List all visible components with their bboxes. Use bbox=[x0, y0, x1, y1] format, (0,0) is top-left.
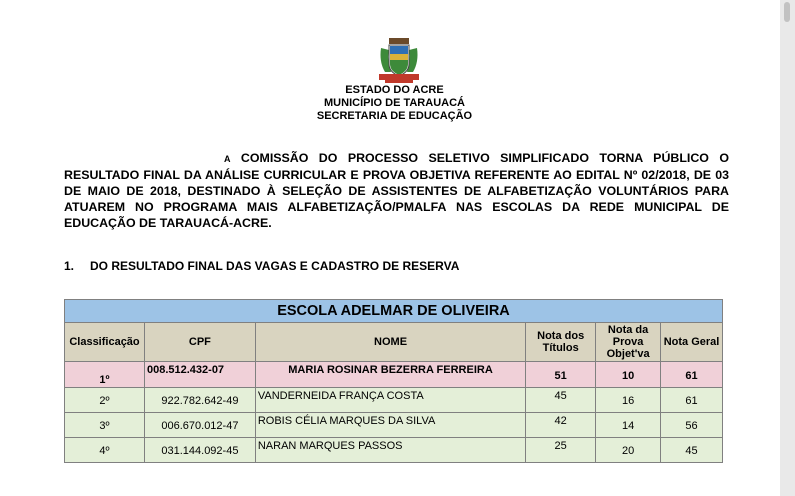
cell-nota-titulos: 51 bbox=[526, 362, 596, 388]
cell-nota-titulos: 42 bbox=[526, 413, 596, 438]
intro-lead: A bbox=[224, 154, 231, 164]
municipality-name: MUNICÍPIO DE TARAUACÁ bbox=[324, 97, 465, 109]
school-name: ESCOLA ADELMAR DE OLIVEIRA bbox=[65, 300, 723, 323]
cell-name: MARIA ROSINAR BEZERRA FERREIRA bbox=[255, 362, 525, 388]
department-name: SECRETARIA DE EDUCAÇÃO bbox=[316, 110, 473, 122]
table-row bbox=[65, 362, 723, 388]
cell-nota-geral: 56 bbox=[661, 413, 723, 438]
cell-name: ROBIS CÉLIA MARQUES DA SILVA bbox=[255, 413, 525, 438]
state-name: ESTADO DO ACRE bbox=[345, 84, 444, 96]
cell-nota-titulos: 25 bbox=[526, 438, 596, 463]
document-header bbox=[0, 84, 795, 123]
cell-nota-prova: 16 bbox=[596, 388, 661, 413]
cell-cpf: 006.670.012-47 bbox=[144, 413, 255, 438]
cell-cpf: 031.144.092-45 bbox=[144, 438, 255, 463]
column-header-nota-titulos: Nota dos Títulos bbox=[526, 323, 596, 362]
table-row bbox=[65, 438, 723, 463]
column-header-classificacao: Classificação bbox=[65, 323, 145, 362]
cell-nota-geral: 45 bbox=[661, 438, 723, 463]
table-row bbox=[65, 388, 723, 413]
column-header-cpf: CPF bbox=[144, 323, 255, 362]
cell-rank: 4º bbox=[65, 438, 145, 463]
column-header-nome: NOME bbox=[255, 323, 525, 362]
results-table bbox=[64, 299, 723, 463]
column-header-nota-prova: Nota da Prova Objet'va bbox=[596, 323, 661, 362]
cell-nota-geral: 61 bbox=[661, 362, 723, 388]
cell-rank: 2º bbox=[65, 388, 145, 413]
intro-text: COMISSÃO DO PROCESSO SELETIVO SIMPLIFICADO TORNA PÚBLICO O RESULTADO FINAL DA ANÁLISE CURRICULAR E PROVA OBJETIVA REFERENTE AO EDITAL Nº 02/2018, DE 03 DE MAIO DE 2018, DESTINADO À SELEÇÃO DE ASSISTENTES DE ALFABETIZAÇÃO VOLUNTÁRIOS PARA ATUAREM NO PROGRAMA MAIS ALFABETIZAÇÃO/PMALFA NAS ESCOLAS DA REDE MUNICIPAL DE EDUCAÇÃO DE TARAUACÁ-ACRE. bbox=[64, 151, 729, 230]
cell-name: NARAN MARQUES PASSOS bbox=[255, 438, 525, 463]
table-header-row bbox=[65, 323, 723, 362]
vertical-scrollbar[interactable] bbox=[780, 0, 795, 496]
cell-nota-prova: 20 bbox=[596, 438, 661, 463]
section-title: DO RESULTADO FINAL DAS VAGAS E CADASTRO DE RESERVA bbox=[90, 259, 460, 273]
cell-cpf: 008.512.432-07 bbox=[144, 362, 255, 388]
intro-paragraph bbox=[64, 150, 729, 231]
cell-rank: 3º bbox=[65, 413, 145, 438]
cell-rank: 1º bbox=[65, 362, 145, 388]
cell-nota-prova: 14 bbox=[596, 413, 661, 438]
municipal-coat-of-arms-icon bbox=[377, 38, 421, 84]
table-row bbox=[65, 413, 723, 438]
column-header-nota-geral: Nota Geral bbox=[661, 323, 723, 362]
cell-cpf: 922.782.642-49 bbox=[144, 388, 255, 413]
section-number: 1. bbox=[64, 259, 75, 273]
scrollbar-thumb[interactable] bbox=[784, 2, 790, 22]
cell-nota-titulos: 45 bbox=[526, 388, 596, 413]
cell-nota-prova: 10 bbox=[596, 362, 661, 388]
cell-name: VANDERNEIDA FRANÇA COSTA bbox=[255, 388, 525, 413]
section-heading bbox=[64, 259, 459, 273]
cell-nota-geral: 61 bbox=[661, 388, 723, 413]
